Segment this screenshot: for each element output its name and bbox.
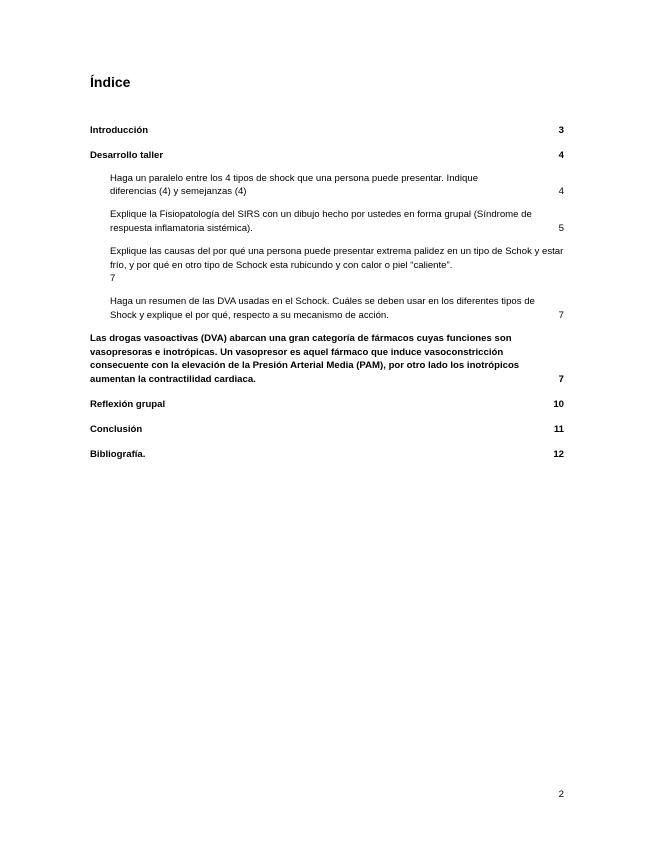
toc-entry-text: Conclusión <box>90 423 143 435</box>
toc-entry-conclusion[interactable] <box>90 423 564 437</box>
toc-entry-text: Explique la Fisiopatología del SIRS con un dibujo hecho por ustedes en forma grupal (Síndrome de respuesta inflamatoria sistémica). <box>110 209 532 234</box>
toc-entry-paralelo-shock[interactable] <box>90 172 564 200</box>
toc-entry-text: Haga un paralelo entre los 4 tipos de shock que una persona puede presentar. Indique diferencias (4) y semejanzas (4) <box>110 172 479 198</box>
toc-entry-page: 5 <box>558 222 564 234</box>
page-number: 2 <box>558 789 564 800</box>
toc-entry-text: Explique las causas del por qué una persona puede presentar extrema palidez en un tipo de Schok y estar frío, y por qué en otro tipo de Schock esta rubicundo y con calor o piel “caliente”. <box>110 245 564 271</box>
toc-entry-page: 4 <box>558 149 564 161</box>
toc-entry-page: 12 <box>553 448 564 460</box>
toc-entry-text: Introducción <box>90 125 149 136</box>
toc-entry-page: 11 <box>553 423 564 435</box>
toc-entry-palidez[interactable] <box>90 245 564 286</box>
toc-entry-text: Bibliografía. <box>90 448 146 460</box>
toc-entry-drogas-vasoactivas[interactable] <box>90 332 564 387</box>
page-title: Índice <box>90 74 131 90</box>
toc-entry-text: Las drogas vasoactivas (DVA) abarcan una gran categoría de fármacos cuyas funciones son vasopresoras e inotrópicas. Un vasopresor es aquel fármaco que induce vasoconstricción consecuente con la elevación de la Presión Arterial Media (PAM), por otro lado los inotrópicos aumentan la contractilidad cardiaca. <box>90 332 520 386</box>
toc-entry-page: 4 <box>558 186 564 198</box>
toc-entry-introduccion[interactable] <box>90 124 564 138</box>
table-of-contents <box>90 124 564 461</box>
toc-entry-page: 3 <box>558 125 564 136</box>
toc-entry-bibliografia[interactable] <box>90 448 564 462</box>
toc-entry-dva-resumen[interactable] <box>90 295 564 323</box>
toc-entry-page: 7 <box>558 374 564 386</box>
toc-entry-text: Reflexión grupal <box>90 398 166 410</box>
toc-entry-text: Desarrollo taller <box>90 149 164 161</box>
toc-entry-page: 7 <box>110 273 116 285</box>
toc-entry-sirs[interactable] <box>90 208 564 236</box>
toc-entry-page: 10 <box>553 398 564 410</box>
toc-entry-text: Haga un resumen de las DVA usadas en el Schock. Cuáles se deben usar en los diferentes tipos de Shock y explique el por qué, respecto a su mecanismo de acción. <box>110 296 535 321</box>
toc-entry-page: 7 <box>558 309 564 321</box>
toc-entry-reflexion[interactable] <box>90 398 564 412</box>
toc-entry-desarrollo[interactable] <box>90 149 564 163</box>
